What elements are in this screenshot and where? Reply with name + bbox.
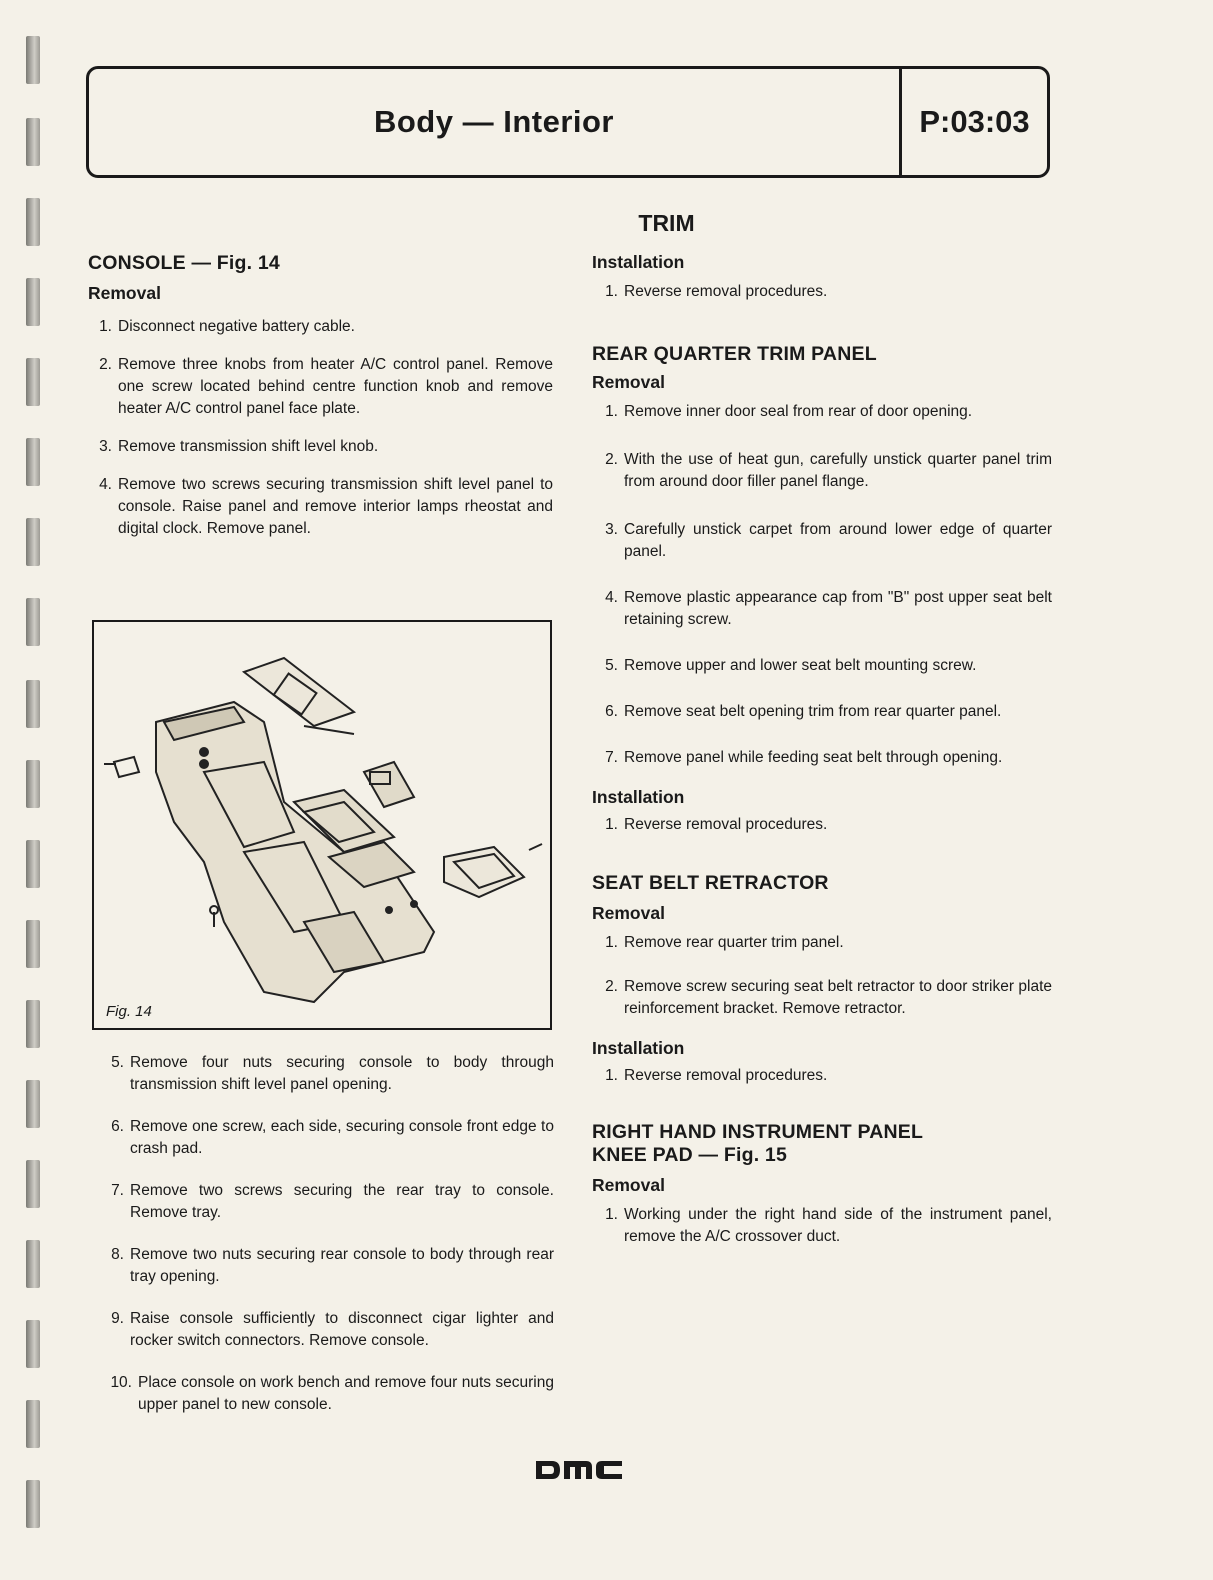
page-code: P:03:03 <box>919 104 1030 139</box>
binder-hole <box>26 1400 40 1448</box>
step-item: 3. Remove transmission shift level knob. <box>99 438 379 455</box>
binder-hole <box>26 840 40 888</box>
step-item: 1. Disconnect negative battery cable. <box>99 318 355 335</box>
console-installation-label: Installation <box>592 252 685 272</box>
step-item: 1. Remove inner door seal from rear of door opening. <box>605 403 973 420</box>
step-item: 6. Remove seat belt opening trim from rear quarter panel. <box>605 703 1002 720</box>
console-steps-continued <box>102 1052 554 1416</box>
step-item: 7. Remove two screws securing the rear tray to console. Remove tray. <box>111 1182 554 1221</box>
binder-hole <box>26 598 40 646</box>
binder-hole <box>26 920 40 968</box>
step-item: 1. Remove rear quarter trim panel. <box>605 934 844 951</box>
step-item: 7. Remove panel while feeding seat belt through opening. <box>605 749 1003 766</box>
step-item: 1. Reverse removal procedures. <box>605 1067 828 1084</box>
knee-pad-heading-line2: KNEE PAD — Fig. 15 <box>592 1144 788 1166</box>
binder-hole <box>26 438 40 486</box>
dmc-logo <box>534 1458 624 1482</box>
rear-quarter-removal-label: Removal <box>592 372 665 392</box>
step-item: 5. Remove upper and lower seat belt mounting screw. <box>605 657 977 674</box>
binder-hole <box>26 1480 40 1528</box>
step-item: 4. Remove two screws securing transmission shift level panel to console. Raise panel and remove interior lamps rheostat and digital clock. Remove panel. <box>99 476 553 537</box>
page-title: Body — Interior <box>373 104 614 139</box>
binder-hole <box>26 118 40 166</box>
seat-belt-installation-label: Installation <box>592 1038 685 1058</box>
console-section <box>88 252 553 540</box>
step-item: 6. Remove one screw, each side, securing console front edge to crash pad. <box>111 1118 554 1157</box>
step-item: 8. Remove two nuts securing rear console to body through rear tray opening. <box>111 1246 554 1285</box>
binder-hole <box>26 518 40 566</box>
step-item: 1. Reverse removal procedures. <box>605 816 828 833</box>
binder-hole <box>26 680 40 728</box>
binder-hole <box>26 36 40 84</box>
figure-caption: Fig. 14 <box>106 1003 152 1020</box>
console-removal-label: Removal <box>88 283 161 303</box>
page-header <box>86 66 1050 178</box>
knee-pad-heading-line1: RIGHT HAND INSTRUMENT PANEL <box>592 1121 924 1143</box>
dmc-logo-mark <box>534 1458 624 1482</box>
step-item: 5. Remove four nuts securing console to body through transmission shift level panel opening. <box>111 1054 554 1093</box>
step-item: 9. Raise console sufficiently to disconnect cigar lighter and rocker switch connectors. Remove console. <box>111 1310 554 1349</box>
binder-hole <box>26 1320 40 1368</box>
step-item: 10. Place console on work bench and remove four nuts securing upper panel to new console. <box>110 1374 554 1413</box>
step-item: 1. Reverse removal procedures. <box>605 283 828 300</box>
rear-quarter-installation-label: Installation <box>592 787 685 807</box>
binder-hole <box>26 1080 40 1128</box>
binder-hole <box>26 278 40 326</box>
binder-hole <box>26 1160 40 1208</box>
section-title: TRIM <box>638 210 695 236</box>
step-item: 2. With the use of heat gun, carefully unstick quarter panel trim from around door filler panel flange. <box>605 451 1052 490</box>
step-item: 2. Remove screw securing seat belt retractor to door striker plate reinforcement bracket. Remove retractor. <box>605 978 1052 1017</box>
figure-14 <box>92 620 552 1030</box>
seat-belt-removal-label: Removal <box>592 903 665 923</box>
console-exploded-illustration <box>94 622 550 1028</box>
step-item: 2. Remove three knobs from heater A/C control panel. Remove one screw located behind centre function knob and remove heater A/C control panel face plate. <box>99 356 553 417</box>
binder-hole <box>26 1240 40 1288</box>
binder-edge <box>0 0 60 1580</box>
console-heading: CONSOLE — Fig. 14 <box>88 252 280 274</box>
rear-quarter-heading: REAR QUARTER TRIM PANEL <box>592 343 877 365</box>
seat-belt-heading: SEAT BELT RETRACTOR <box>592 872 829 894</box>
binder-hole <box>26 358 40 406</box>
step-item: 4. Remove plastic appearance cap from "B" post upper seat belt retaining screw. <box>605 589 1052 628</box>
binder-hole <box>26 1000 40 1048</box>
step-item: 1. Working under the right hand side of the instrument panel, remove the A/C crossover duct. <box>605 1206 1052 1245</box>
knee-pad-removal-label: Removal <box>592 1175 665 1195</box>
binder-hole <box>26 760 40 808</box>
right-column <box>592 252 1052 1248</box>
step-item: 3. Carefully unstick carpet from around lower edge of quarter panel. <box>605 521 1052 560</box>
